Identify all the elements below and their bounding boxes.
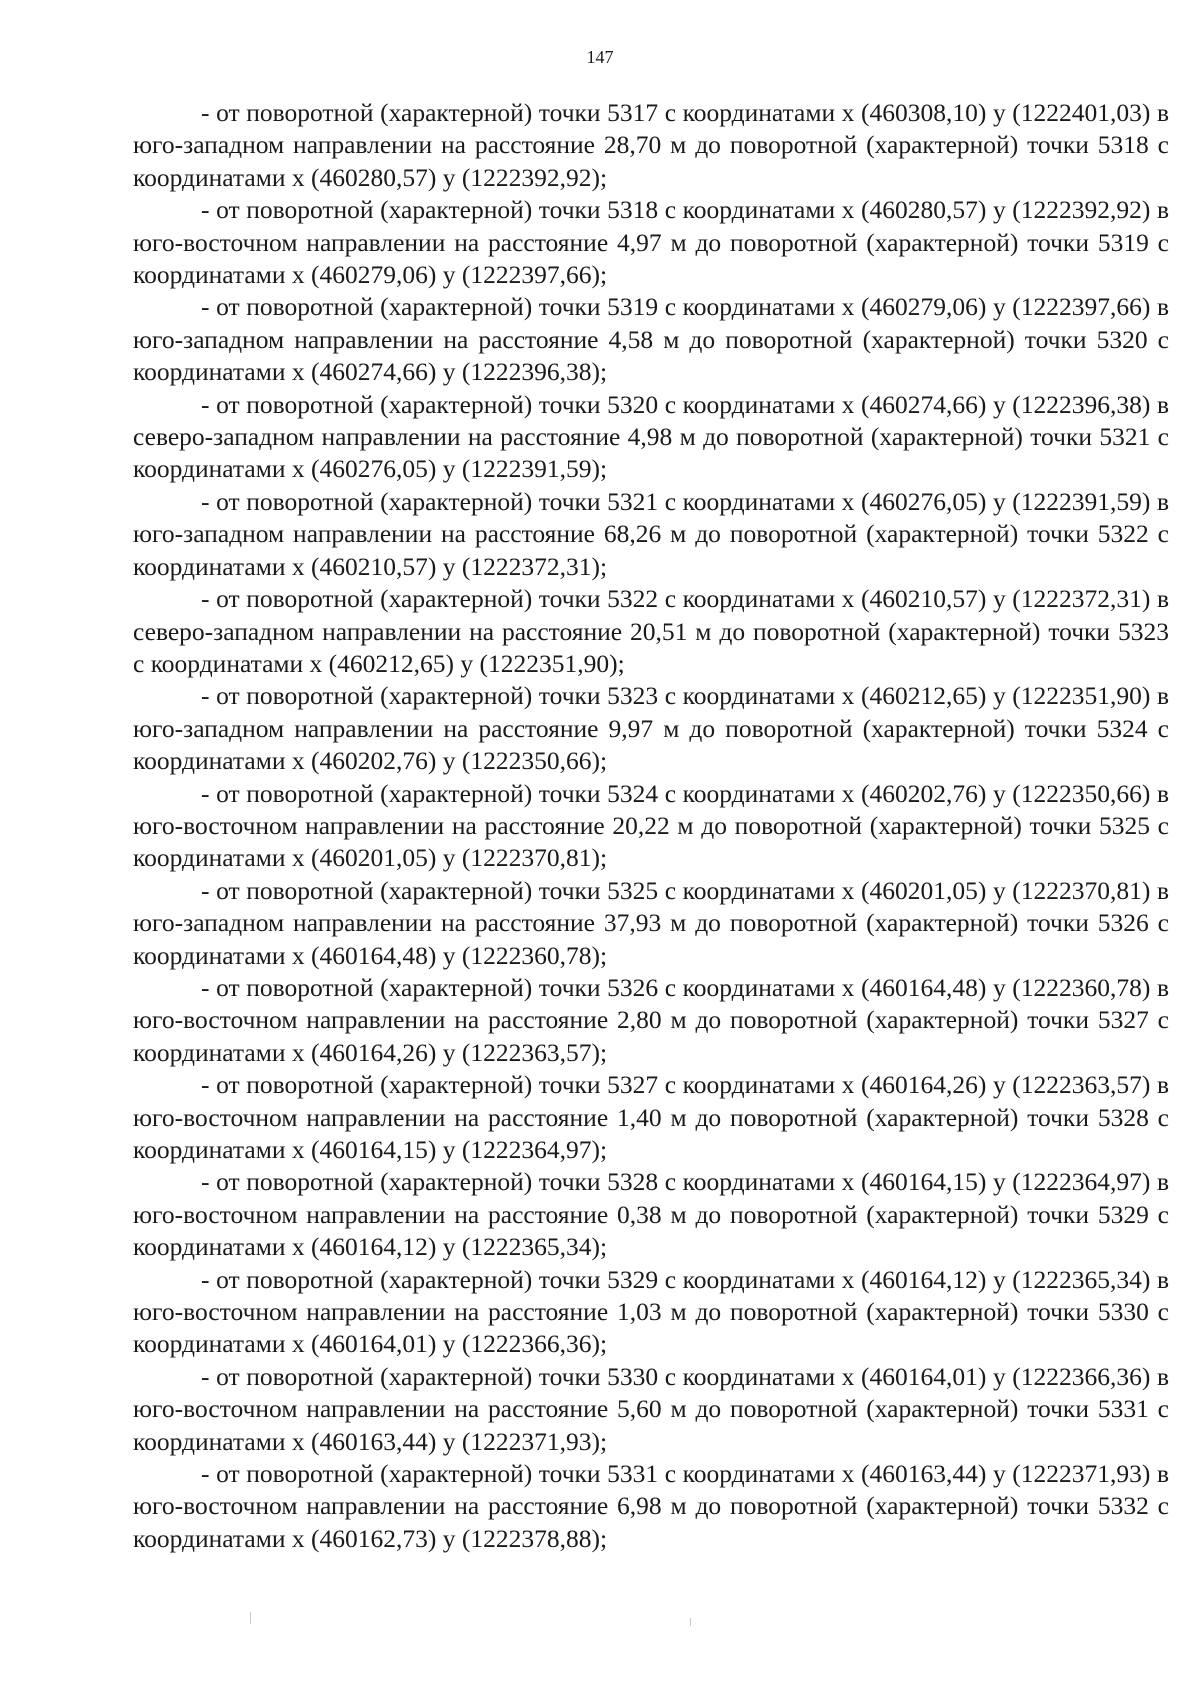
scan-artifact: [250, 1612, 251, 1624]
page-number: 147: [586, 47, 614, 67]
boundary-paragraph: - от поворотной (характерной) точки 5317 с координатами x (460308,10) y (1222401,03) в юго-западном направлении на расстояние 28,70 м до поворотной (характерной) точки 5318 с координатами x (460280,57) y (1222392,92);: [133, 98, 1169, 192]
boundary-paragraph: - от поворотной (характерной) точки 5329 с координатами x (460164,12) y (1222365,34) в юго-восточном направлении на расстояние 1,03 м до поворотной (характерной) точки 5330 с координатами x (460164,01) y (1222366,36);: [133, 1264, 1169, 1359]
boundary-paragraph: - от поворотной (характерной) точки 5321 с координатами x (460276,05) y (1222391,59) в юго-западном направлении на расстояние 68,26 м до поворотной (характерной) точки 5322 с координатами x (460210,57) y (1222372,31);: [133, 486, 1169, 581]
boundary-paragraph: - от поворотной (характерной) точки 5322 с координатами x (460210,57) y (1222372,31) в северо-западном направлении на расстояние 20,51 м до поворотной (характерной) точки 5323 с координатами x (460212,65) y (1222351,90);: [133, 584, 1169, 678]
boundary-paragraph: - от поворотной (характерной) точки 5326 с координатами x (460164,48) y (1222360,78) в юго-восточном направлении на расстояние 2,80 м до поворотной (характерной) точки 5327 с координатами x (460164,26) y (1222363,57);: [133, 972, 1169, 1067]
boundary-paragraph: - от поворотной (характерной) точки 5320 с координатами x (460274,66) y (1222396,38) в северо-западном направлении на расстояние 4,98 м до поворотной (характерной) точки 5321 с координатами x (460276,05) y (1222391,59);: [133, 389, 1169, 484]
boundary-paragraph: - от поворотной (характерной) точки 5327 с координатами x (460164,26) y (1222363,57) в юго-восточном направлении на расстояние 1,40 м до поворотной (характерной) точки 5328 с координатами x (460164,15) y (1222364,97);: [133, 1070, 1169, 1164]
boundary-paragraph: - от поворотной (характерной) точки 5319 с координатами x (460279,06) y (1222397,66) в юго-западном направлении на расстояние 4,58 м до поворотной (характерной) точки 5320 с координатами x (460274,66) y (1222396,38);: [133, 292, 1169, 387]
boundary-paragraph: - от поворотной (характерной) точки 5331 с координатами x (460163,44) y (1222371,93) в юго-восточном направлении на расстояние 6,98 м до поворотной (характерной) точки 5332 с координатами x (460162,73) y (1222378,88);: [133, 1459, 1169, 1553]
boundary-paragraph: - от поворотной (характерной) точки 5323 с координатами x (460212,65) y (1222351,90) в юго-западном направлении на расстояние 9,97 м до поворотной (характерной) точки 5324 с координатами x (460202,76) y (1222350,66);: [133, 681, 1169, 776]
boundary-paragraph: - от поворотной (характерной) точки 5328 с координатами x (460164,15) y (1222364,97) в юго-восточном направлении на расстояние 0,38 м до поворотной (характерной) точки 5329 с координатами x (460164,12) y (1222365,34);: [133, 1167, 1169, 1262]
boundary-paragraph: - от поворотной (характерной) точки 5325 с координатами x (460201,05) y (1222370,81) в юго-западном направлении на расстояние 37,93 м до поворотной (характерной) точки 5326 с координатами x (460164,48) y (1222360,78);: [133, 875, 1169, 970]
boundary-paragraph: - от поворотной (характерной) точки 5330 с координатами x (460164,01) y (1222366,36) в юго-восточном направлении на расстояние 5,60 м до поворотной (характерной) точки 5331 с координатами x (460163,44) y (1222371,93);: [133, 1361, 1169, 1456]
document-body: [133, 97, 1169, 1555]
boundary-paragraph: - от поворотной (характерной) точки 5324 с координатами x (460202,76) y (1222350,66) в юго-восточном направлении на расстояние 20,22 м до поворотной (характерной) точки 5325 с координатами x (460201,05) y (1222370,81);: [133, 778, 1169, 873]
scan-artifact: [690, 1618, 691, 1626]
boundary-paragraph: - от поворотной (характерной) точки 5318 с координатами x (460280,57) y (1222392,92) в юго-восточном направлении на расстояние 4,97 м до поворотной (характерной) точки 5319 с координатами x (460279,06) y (1222397,66);: [133, 195, 1169, 290]
